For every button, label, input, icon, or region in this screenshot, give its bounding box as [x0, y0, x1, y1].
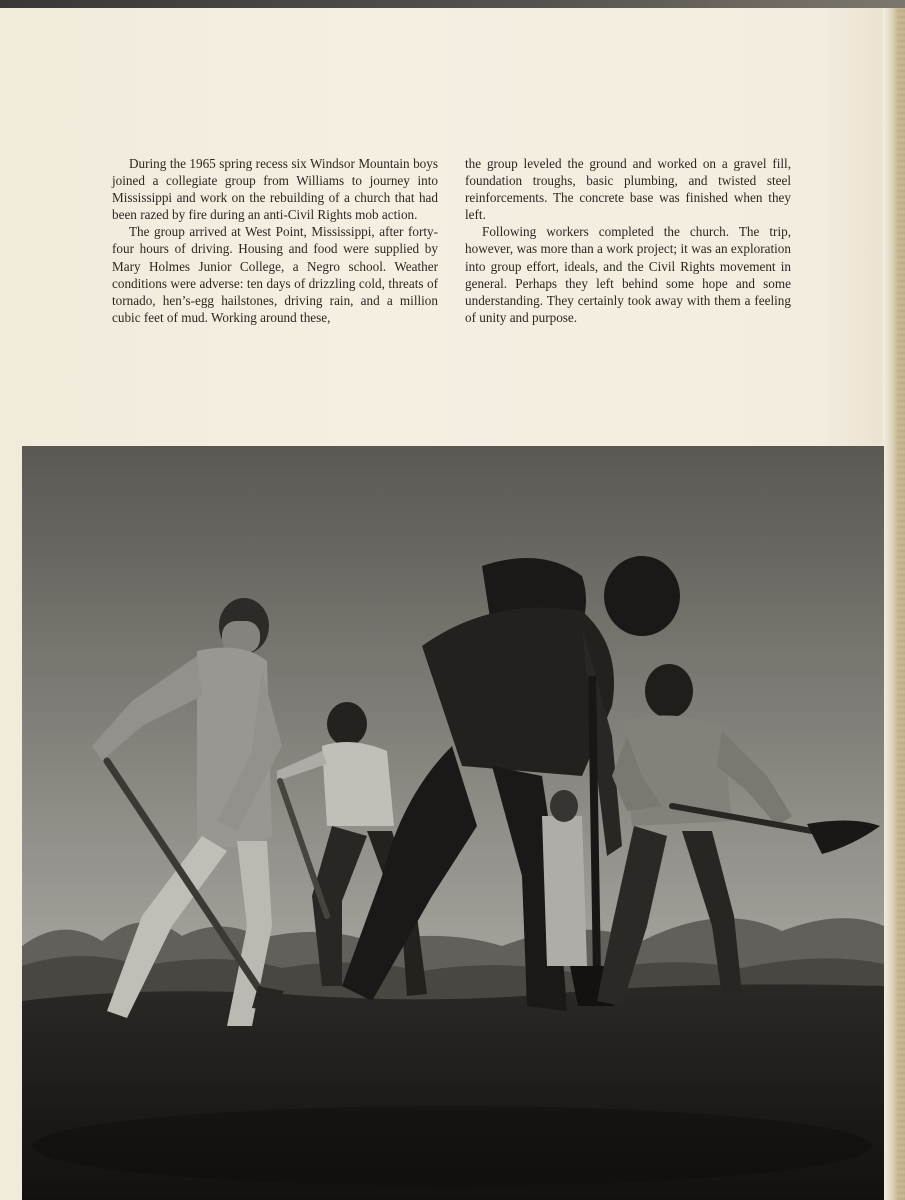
page-top-edge — [0, 0, 905, 8]
article-left-column — [112, 155, 438, 326]
article-paragraph-continued: the group leveled the ground and worked on a gravel fill, foundation troughs, basic plumbing, and twisted steel reinforcements. The concrete base was finished when they left. — [465, 156, 791, 223]
article-right-column — [465, 155, 791, 326]
book-binding-edge — [883, 8, 905, 1200]
article-paragraph: The group arrived at West Point, Mississippi, after forty-four hours of driving. Housing and food were supplied by Mary Holmes Junior College, a Negro school. Weather conditions were adverse: ten days of drizzling cold, threats of tornado, hen’s-egg hailstones, driving rain, and a million cubic feet of mud. Working around these, — [112, 224, 438, 325]
article-paragraph: During the 1965 spring recess six Windsor Mountain boys joined a collegiate group from Williams to journey into Mississippi and work on the rebuilding of a church that had been razed by fire during an anti-Civil Rights mob action. — [112, 156, 438, 223]
article-paragraph: Following workers completed the church. The trip, however, was more than a work project; it was an exploration into group effort, ideals, and the Civil Rights movement in general. Perhaps they left behind some hope and some understanding. They certainly took away with them a feeling of unity and purpose. — [465, 224, 791, 325]
workers-digging-photo — [22, 446, 884, 1200]
photo-illustration — [22, 446, 884, 1200]
